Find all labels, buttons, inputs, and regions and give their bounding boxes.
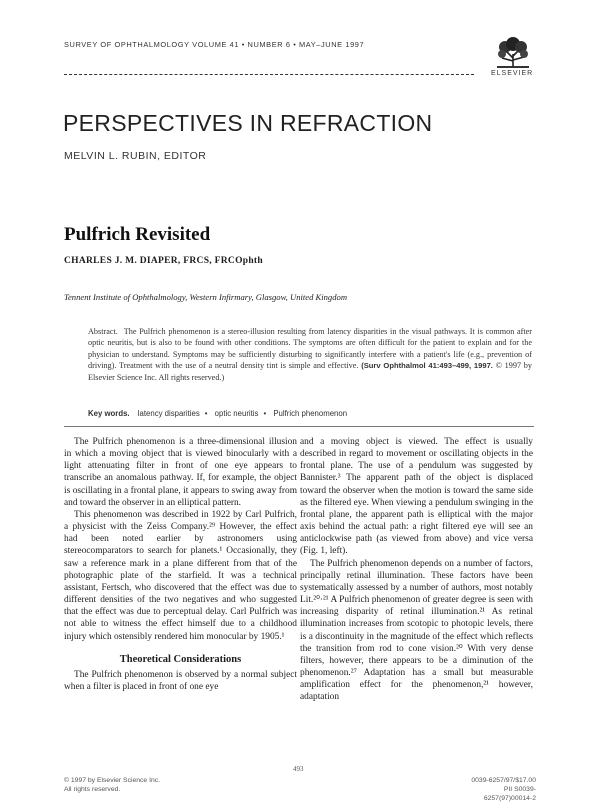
article-authors: CHARLES J. M. DIAPER, FRCS, FRCOphth (64, 256, 263, 266)
pii-line: PII S0039-6257(97)00014-2 (483, 786, 536, 802)
abstract (88, 326, 532, 383)
abstract-label: Abstract. (88, 327, 118, 336)
page-number: 493 (293, 765, 304, 773)
body-paragraph: The Pulfrich phenomenon depends on a number of factors, principally retinal illumination. These factors have been systematically assessed by a number of authors, most notably Lit.²⁰·²¹ A Pulfrich phenomenon of greater degree is seen with increasing disparity of retinal illumination.²¹ As retinal illumination increases from scotopic to photopic levels, there is a discontinuity in the magnitude of the effect which reflects the transition from rod to cone vision.²⁰ With very dense filters, however, there appears to be a diminution of the phenomenon.²⁷ Adaptation has a small but measurable amplification effect for the phenomenon,²¹ however, adaptation (300, 558, 533, 703)
publisher-name: ELSEVIER (491, 70, 534, 77)
keywords: Key words. latency disparities • optic neuritis • Pulfrich phenomenon (88, 409, 348, 418)
keyword: Pulfrich phenomenon (273, 409, 348, 418)
body-paragraph: The Pulfrich phenomenon is a three-dimensional illusion in which a moving object that is viewed binocularly with a light attenuating filter in front of one eye appears to transcribe an anomalous pathway. If, for example, the object is oscillating in a frontal plane, it appears to swing away from and toward the observer in an elliptical pattern. (64, 437, 297, 508)
copyright-notice (64, 776, 160, 794)
copyright-line: All rights reserved. (64, 786, 121, 793)
issn-info (456, 776, 536, 803)
subheading: Theoretical Considerations (119, 654, 242, 665)
abstract-citation: (Surv Ophthalmol 41:493–499, 1997. (361, 361, 493, 371)
header-rule (64, 74, 474, 75)
journal-running-head: SURVEY OF OPHTHALMOLOGY VOLUME 41 • NUMBER 6 • MAY–JUNE 1997 (64, 40, 365, 49)
section-title: PERSPECTIVES IN REFRACTION (63, 110, 433, 136)
author-affiliation: Tennent Institute of Ophthalmology, Western Infirmary, Glasgow, United Kingdom (64, 292, 348, 302)
abstract-copyright: © 1997 by Elsevier Science Inc. All rights reserved.) (88, 361, 532, 382)
body-paragraph: and a moving object is viewed. The effect is usually described in regard to movement or oscillating objects in the frontal plane. The use of a pendulum was suggested by Bannister.³ The apparent path of the object is displaced toward the observer when the motion is toward the same side as the filtered eye. When viewing a pendulum swinging in the frontal plane, the apparent path is elliptical with the major axis behind the actual path: a right filtered eye will see an anticlockwise path (as viewed from above) and vice versa (Fig. 1, left). (300, 437, 533, 557)
copyright-line: © 1997 by Elsevier Science Inc. (64, 777, 161, 784)
body-column-left-continued (64, 669, 297, 693)
article-title: Pulfrich Revisited (64, 224, 211, 245)
section-editor: MELVIN L. RUBIN, EDITOR (64, 150, 207, 162)
body-column-left (64, 436, 297, 643)
issn-line: 0039-6257/97/$17.00 (471, 777, 536, 784)
body-column-right (300, 436, 533, 703)
keyword: optic neuritis (214, 409, 259, 418)
body-paragraph: This phenomenon was described in 1922 by Carl Pulfrich, a physicist with the Zeiss Company.²⁹ However, the effect had been noted earlier by astronomers using stereocomparators to search for planets.¹ Occasionally, they saw a reference mark in a plane different from that of the photographic plate of the starfield. It was a technical assistant, Fertsch, who discovered that the effect was due to different densities of the two negatives and who suggested that the effect was due to perceptual delay. Carl Pulfrich was not able to witness the effect himself due to a childhood injury which ostensibly rendered him monocular by 1905.¹ (64, 509, 297, 642)
body-paragraph: The Pulfrich phenomenon is observed by a normal subject when a filter is placed in front of one eye (64, 670, 297, 693)
abstract-rule (64, 426, 534, 427)
keyword: latency disparities (137, 409, 200, 418)
keywords-label: Key words. (88, 409, 130, 418)
abstract-text: The Pulfrich phenomenon is a stereo-illusion resulting from latency disparities in the visual pathways. It is common after optic neuritis, but is also to be found with other conditions. The symptoms are often difficult for the patient to explain and for the physician to understand. Symptoms may be sufficiently disturbing to significantly interfere with a patient's life (e.g., prevention of driving). Treatment with the use of a neutral density tint is simple and effective. (88, 327, 532, 371)
